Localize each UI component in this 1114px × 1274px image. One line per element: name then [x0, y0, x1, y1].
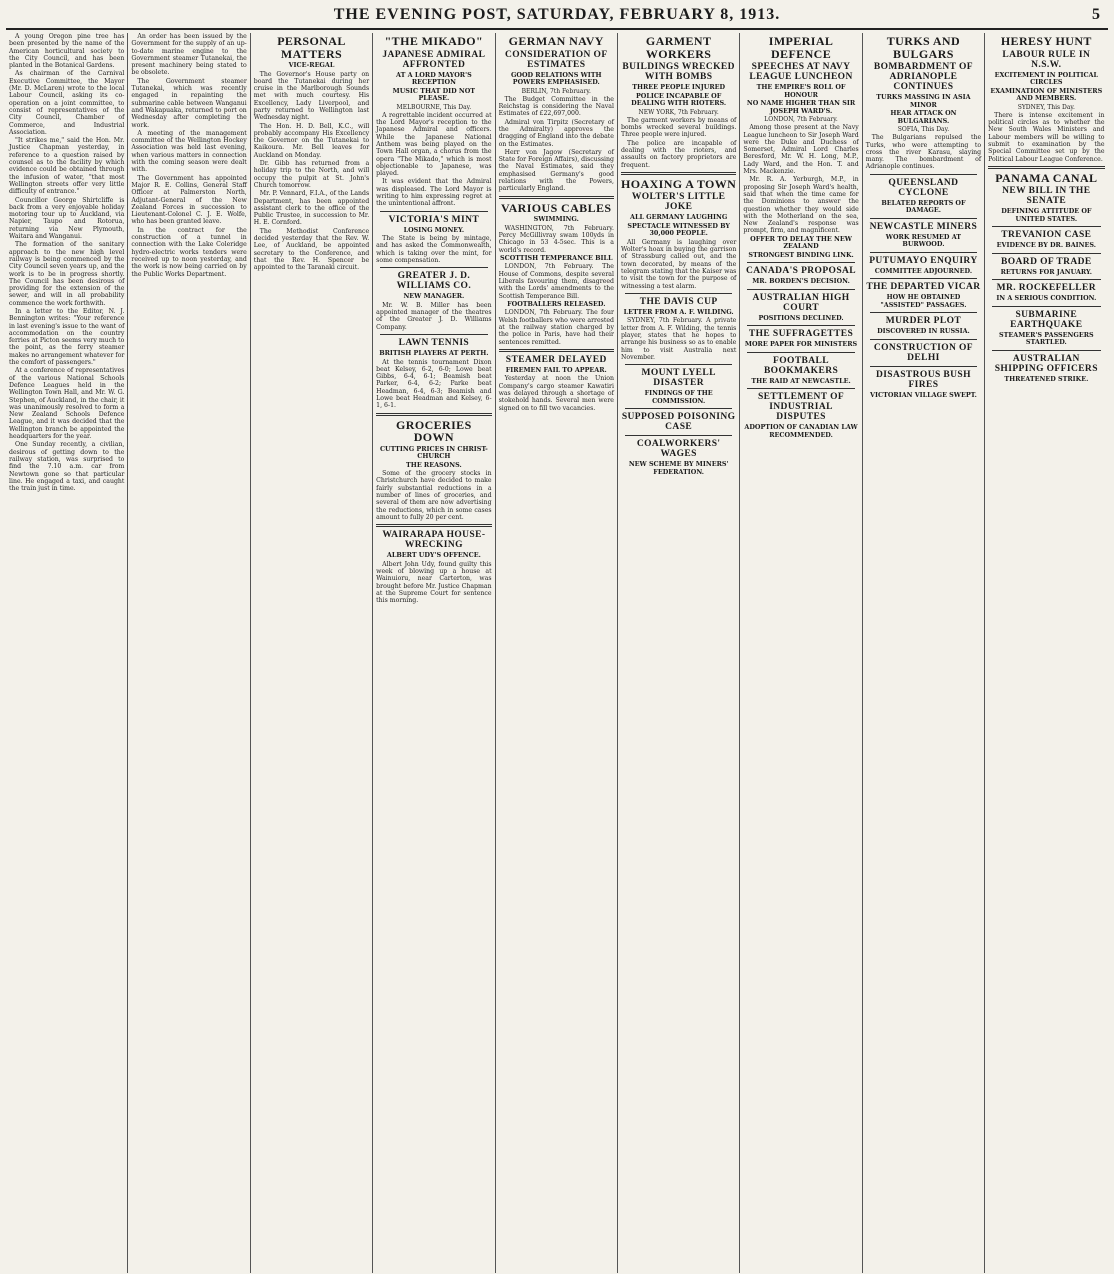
subheading: LETTER FROM A. F. WILDING. — [623, 307, 734, 316]
paragraph: It was evident that the Admiral was displeased. The Lord Mayor is writing to him expressing regret at the unintentional affront. — [376, 178, 492, 208]
paragraph: SYDNEY, 7th February. A private letter from A. F. Wilding, the tennis player, states that he hopes to arrange his business so as to enable him to visit Australia next November. — [620, 317, 737, 361]
section-heading: NEWCASTLE MINERS — [869, 221, 978, 232]
paragraph: As chairman of the Carnival Executive Committee, the Mayor (Mr. D. McLaren) wrote to the local Labour Council, asking its co-operation on a joint committee, to consist of representatives of the City Council, Chamber of Commerce, and Industrial Association. — [9, 70, 125, 136]
subheading: CUTTING PRICES IN CHRIST-CHURCH — [379, 444, 488, 461]
column-3 — [251, 33, 373, 1273]
divider — [992, 226, 1100, 227]
subheading: MR. BORDEN'S DECISION. — [752, 277, 850, 286]
column-9 — [985, 33, 1107, 1273]
paragraph: Among those present at the Navy League luncheon to Sir Joseph Ward were the Duke and Duchess of Somerset, Admiral Lord Charles Beresford, Mr. W. H. Long, M.P., Lady Ward, and the Hon. T. and Mrs. Mackenzie. — [743, 124, 859, 176]
subheading: HEAR ATTACK ON BULGARIANS. — [890, 109, 957, 125]
section-heading: FOOTBALL BOOKMAKERS — [763, 355, 839, 376]
paragraph: At the tennis tournament Dixon beat Kelsey, 6-2, 6-0; Lowe beat Gibbs, 6-4, 6-1; Beamish beat Parker, 6-4, 6-2; Parke beat Headman, 6-4, 6-3; Beamish and Lowe beat Headman and Kelsey, 6-1, 6-1. — [376, 358, 492, 410]
divider — [376, 524, 491, 527]
divider — [870, 366, 977, 367]
section-heading: DISASTROUS BUSH FIRES — [875, 369, 971, 390]
subheading: DISCOVERED IN RUSSIA. — [877, 327, 970, 336]
column-5 — [496, 33, 618, 1273]
section-heading: GREATER J. D. WILLIAMS CO. — [396, 271, 472, 292]
section-heading: SETTLEMENT OF INDUSTRIAL DISPUTES — [758, 392, 845, 423]
page-number: 5 — [1092, 6, 1100, 23]
column-1 — [6, 33, 128, 1273]
subheading: ADOPTION OF CANADIAN LAW RECOMMENDED. — [744, 423, 858, 439]
subheading: POLICE INCAPABLE OF DEALING WITH RIOTERS. — [631, 91, 727, 107]
subheading: THREE PEOPLE INJURED — [632, 83, 726, 91]
subheading: BELATED REPORTS OF DAMAGE. — [881, 198, 966, 215]
subheading: HOW HE OBTAINED "ASSISTED" PASSAGES. — [880, 293, 967, 309]
paragraph: Some of the grocery stocks in Christchurch have decided to make fairly substantial reductions in a number of lines of groceries, and several of them are now advertising the reductions, which in some cases amount to fully 20 per cent. — [376, 470, 492, 521]
section-heading: BOARD OF TRADE — [1001, 256, 1092, 267]
paragraph: Councillor George Shirtcliffe is back from a very enjoyable holiday motoring tour up to Auckland, via Napier, Taupo and Rotorua, returning via New Plymouth, Waitara and Wanganui. — [9, 196, 125, 241]
paragraph: In a letter to the Editor, N. J. Bennington writes: "Your reference in last evening's issue to the want of accommodation on the country ferries at Picton seems very much to the point, as the ferry steamer makes no arrangement whatever for the comfort of passengers." — [9, 307, 125, 367]
section-heading: TURKS AND BULGARS — [886, 34, 961, 61]
subheading: SCOTTISH TEMPERANCE BILL — [500, 253, 613, 262]
section-heading: MR. ROCKEFELLER — [996, 283, 1097, 294]
divider — [380, 334, 487, 335]
paragraph: All Germany is laughing over Wolter's hoax in buying the garrison of Strassburg called out, and the town decorated, by means of the telegram stating that the Kaiser was to visit the town for the purpose of witnessing a test alarm. — [620, 238, 737, 290]
divider — [747, 388, 854, 389]
divider — [870, 312, 977, 313]
divider — [625, 435, 732, 436]
subheading: NEW SCHEME BY MINERS' FEDERATION. — [628, 460, 729, 476]
paragraph: A meeting of the management committee of the Wellington Hockey Association was held last evening, when various matters in connection with the coming season were dealt with. — [131, 129, 247, 174]
section-heading: PANAMA CANAL — [995, 170, 1098, 185]
subheading: VICE-REGAL — [288, 61, 335, 69]
subheading: THE RAID AT NEWCASTLE. — [751, 376, 851, 385]
divider — [499, 196, 614, 199]
paragraph: WASHINGTON, 7th February. Percy McGillivray swam 100yds in Chicago in 53 4-5sec. This is a world's record. — [498, 224, 614, 254]
subheading: TURKS MASSING IN ASIA MINOR — [876, 93, 971, 109]
subheading: SPECTACLE WITNESSED BY 30,000 PEOPLE. — [627, 221, 730, 238]
section-heading: HOAXING A TOWN — [621, 176, 737, 191]
section-heading: IMPERIAL DEFENCE — [768, 34, 834, 61]
divider — [625, 293, 732, 294]
subheading: VICTORIAN VILLAGE SWEPT. — [870, 390, 977, 399]
section-heading: BUILDINGS WRECKED WITH BOMBS — [622, 62, 735, 82]
subheading: THREATENED STRIKE. — [1004, 374, 1089, 383]
subheading: AT A LORD MAYOR'S RECEPTION — [396, 70, 472, 86]
paragraph: At a conference of representatives of the various National Schools Defence Leagues held in the Wellington Town Hall, and Mr. W. G. Stephen, of Auckland, in the chair, it was unanimously resolved to form a New Zealand Schools Defence League, and it was decided that the Wellington branch be appointed the headquarters for the year. — [9, 367, 125, 441]
subheading: EXAMINATION OF MINISTERS AND MEMBERS. — [990, 86, 1103, 102]
subheading: LOSING MONEY. — [403, 225, 465, 234]
section-heading: THE DAVIS CUP — [639, 296, 718, 307]
section-heading: VICTORIA'S MINT — [388, 214, 480, 225]
subheading: GOOD RELATIONS WITH POWERS EMPHASISED. — [510, 70, 602, 86]
section-heading: SPEECHES AT NAVY LEAGUE LUNCHEON — [749, 62, 853, 82]
dateline: NEW YORK, 7th February. — [638, 108, 719, 116]
divider — [992, 306, 1100, 307]
column-4 — [373, 33, 495, 1273]
subheading: OFFER TO DELAY THE NEW ZEALAND — [750, 234, 852, 251]
subheading: ALL GERMANY LAUGHING — [630, 213, 728, 222]
paragraph: Albert John Udy, found guilty this week of blowing up a house at Wainuioru, near Carterton, was brought before Mr. Justice Chapman at the Supreme Court for sentence this morning. — [376, 560, 492, 605]
section-heading: NEW BILL IN THE SENATE — [1002, 186, 1091, 207]
paragraph: The Government has appointed Major R. E. Collins, General Staff Officer at Palmerston North, Adjutant-General of the New Zealand Forces in succession to Lieutenant-Colonel C. J. E. Wolfe, who has been granted leave. — [131, 174, 247, 226]
divider — [621, 172, 736, 175]
paragraph: Dr. Gibb has returned from a holiday trip to the North, and will occupy the pulpit at St. John's Church tomorrow. — [253, 160, 370, 189]
paragraph: Admiral von Tirpitz (Secretary of the Admiralty) approves the dragging of England into the debate on the Estimates. — [498, 118, 614, 148]
divider — [747, 262, 854, 263]
divider — [380, 267, 487, 268]
section-heading: THE SUFFRAGETTES — [748, 329, 854, 340]
divider — [380, 211, 487, 212]
subheading: THE EMPIRE'S ROLL OF HONOUR — [756, 83, 846, 99]
subheading: FOOTBALLERS RELEASED. — [507, 299, 606, 308]
section-heading: PERSONAL MATTERS — [277, 34, 346, 61]
divider — [870, 174, 977, 175]
section-heading: QUEENSLAND CYCLONE — [888, 177, 959, 198]
section-heading: GROCERIES DOWN — [396, 417, 472, 445]
subheading: ALBERT UDY'S OFFENCE. — [386, 551, 481, 560]
section-heading: COALWORKERS' WAGES — [636, 439, 721, 460]
paragraph: The police are incapable of dealing with the rioters, and assaults on factory proprietors are frequent. — [620, 139, 737, 169]
divider — [499, 349, 614, 352]
paragraph: LONDON, 7th February. The House of Commons, despite several Liberals favouring them, disagreed with the Lords' amendments to the Scottish Temperance Bill. — [498, 263, 614, 300]
masthead-title: THE EVENING POST, SATURDAY, FEBRUARY 8, 1913. — [333, 6, 781, 23]
paragraph: There is intense excitement in political circles as to whether the New South Wales Ministers and Labour members will be willing to submit to examination by the Special Committee set up by the Political Labour League Conference. — [988, 111, 1105, 163]
paragraph: The Government steamer Tutanekai, which was recently engaged in repainting the submarine cable between Wanganui and Wakapuaka, returned to port on Wednesday after completing the work. — [131, 77, 247, 129]
divider — [747, 352, 854, 353]
paragraph: One Sunday recently, a civilian, desirous of getting down to the railway station, was surprised to find the 7.10 a.m. car from Newtown gone so that particular line. He engaged a taxi, and caught the train just in time. — [9, 441, 125, 493]
subheading: FINDINGS OF THE COMMISSION. — [644, 389, 713, 405]
section-heading: AUSTRALIAN SHIPPING OFFICERS — [994, 353, 1098, 374]
section-heading: PUTUMAYO ENQUIRY — [869, 255, 978, 266]
column-2 — [128, 33, 250, 1273]
section-heading: STEAMER DELAYED — [505, 354, 607, 365]
paragraph: A regrettable incident occurred at the Lord Mayor's reception to the Japanese Admiral and officers. While the Japanese National Anthem was being played on the Town Hall organ, a chorus from the opera "The Mikado," which is most objectionable to Japanese, was played. — [376, 111, 492, 178]
paragraph: The Methodist Conference decided yesterday that the Rev. W. Lee, of Auckland, be appointed secretary to the Conference, and that the Rev. H. Spencer be appointed to the Taranaki circuit. — [253, 227, 370, 272]
divider — [992, 350, 1100, 351]
masthead — [6, 6, 1108, 30]
subheading: BRITISH PLAYERS AT PERTH. — [379, 349, 489, 358]
subheading: MUSIC THAT DID NOT PLEASE. — [392, 86, 476, 102]
paragraph: The State is being by mintage, and has asked the Commonwealth, which is taking over the mint, for some compensation. — [376, 235, 492, 265]
dateline: MELBOURNE, This Day. — [396, 103, 472, 111]
paragraph: The Budget Committee in the Reichstag is considering the Naval Estimates of £22,697,000. — [498, 95, 614, 118]
dateline: LONDON, 7th February. — [764, 116, 838, 123]
subheading: NO NAME HIGHER THAN SIR JOSEPH WARD'S. — [746, 99, 856, 115]
section-heading: THE DEPARTED VICAR — [866, 282, 981, 293]
paragraph: The formation of the sanitary approach to the new high level railway is being commenced by the City Council seven years up, and the work is to be in progress shortly. The Council has been desirous of providing for the extension of the sewer, and will in all probability commence the work forthwith. — [9, 241, 125, 307]
section-heading: JAPANESE ADMIRAL AFFRONTED — [382, 49, 486, 70]
subheading: NEW MANAGER. — [403, 292, 465, 301]
paragraph: Mr. W. B. Miller has been appointed manager of the theatres of the Greater J. D. Williams Company. — [376, 301, 492, 331]
subheading: STRONGEST BINDING LINK. — [748, 250, 854, 259]
divider — [376, 413, 491, 416]
paragraph: The Governor's House party on board the Tutanekai during her cruise in the Marlborough Sounds met with much courtesy. His Excellency, Lady Liverpool, and party returned to Wellington last Wednesday night. — [253, 70, 370, 122]
section-heading: AUSTRALIAN HIGH COURT — [752, 292, 850, 313]
dateline: BERLIN, 7th February. — [521, 87, 591, 95]
section-heading: GERMAN NAVY — [508, 34, 604, 48]
divider — [625, 408, 732, 409]
section-heading: CANADA'S PROPOSAL — [746, 266, 857, 277]
section-heading: SUBMARINE EARTHQUAKE — [1010, 309, 1083, 330]
section-heading: CONSIDERATION OF ESTIMATES — [504, 49, 608, 70]
subheading: POSITIONS DECLINED. — [758, 313, 844, 322]
subheading: MORE PAPER FOR MINISTERS — [744, 340, 858, 349]
divider — [870, 278, 977, 279]
paragraph: Mr. P. Vennard, F.I.A., of the Lands Department, has been appointed assistant clerk to the office of the Public Trustee, in succession to Mr. H. E. Cornford. — [253, 190, 370, 227]
section-heading: MURDER PLOT — [885, 316, 962, 327]
paragraph: Yesterday at noon the Union Company's cargo steamer Kawatiri was delayed through a shortage of stokehold hands. Several men were signed on to fill two vacancies. — [498, 375, 614, 412]
paragraph: Mr. R. A. Yerburgh, M.P., in proposing Sir Joseph Ward's health, said that when the time came for the Dominions to answer the question whether they would side with the Motherland on the sea, New Zealand's response was prompt, firm, and magnificent. — [743, 176, 859, 235]
section-heading: LABOUR RULE IN N.S.W. — [1002, 49, 1091, 70]
subheading: DEFINING ATTITUDE OF UNITED STATES. — [1001, 207, 1092, 223]
subheading: COMMITTEE ADJOURNED. — [874, 266, 973, 275]
section-heading: CONSTRUCTION OF DELHI — [873, 342, 974, 363]
divider — [747, 325, 854, 326]
subheading: EXCITEMENT IN POLITICAL CIRCLES — [994, 70, 1099, 86]
section-heading: SUPPOSED POISONING CASE — [621, 412, 736, 433]
section-heading: BOMBARDMENT OF ADRIANOPLE CONTINUES — [873, 62, 973, 92]
paragraph: Herr von Jagow (Secretary of State for Foreign Affairs), discussing the Naval Estimates, said they emphasised Germany's good relations with the Powers, particularly England. — [498, 148, 614, 193]
column-6 — [618, 33, 740, 1273]
subheading: FIREMEN FAIL TO APPEAR. — [505, 365, 607, 374]
paragraph: "It strikes me," said the Hon. Mr. Justice Chapman yesterday, in reference to a question raised by counsel as to the facility by which evidence could be obtained through the infusion of water, "that most Wellington streets offer very little difficulty of entrance." — [9, 137, 125, 196]
section-heading: HERESY HUNT — [1000, 34, 1092, 48]
section-heading: WOLTER'S LITTLE JOKE — [631, 192, 726, 213]
section-heading: WAIRARAPA HOUSE-WRECKING — [382, 530, 486, 551]
divider — [992, 253, 1100, 254]
dateline: SOFIA, This Day. — [897, 126, 950, 133]
divider — [870, 218, 977, 219]
divider — [988, 166, 1104, 169]
dateline: SYDNEY, This Day. — [1017, 103, 1075, 111]
divider — [747, 289, 854, 290]
divider — [992, 279, 1100, 280]
divider — [870, 339, 977, 340]
paragraph: The Hon. H. D. Bell, K.C., will probably accompany His Excellency the Governor on the Tutanekai to Kaikoura. Mr. Bell leaves for Auckland on Monday. — [253, 122, 370, 159]
section-heading: LAWN TENNIS — [398, 338, 470, 349]
subheading: IN A SERIOUS CONDITION. — [996, 294, 1097, 303]
section-heading: VARIOUS CABLES — [501, 200, 612, 215]
column-8 — [863, 33, 985, 1273]
section-heading: GARMENT WORKERS — [645, 34, 712, 61]
divider — [625, 364, 732, 365]
section-heading: MOUNT LYELL DISASTER — [641, 368, 716, 389]
paragraph: The Bulgarians repulsed the Turks, who were attempting to cross the river Karasu, slaying many. The bombardment of Adrianople continues. — [865, 134, 982, 171]
section-heading: TREVANION CASE — [1001, 230, 1092, 241]
subheading: WORK RESUMED AT BURWOOD. — [885, 232, 962, 249]
paragraph: LONDON, 7th February. The four Welsh footballers who were arrested at the railway station charged by the police in Paris, have had their sentences remitted. — [498, 309, 614, 346]
divider — [870, 252, 977, 253]
subheading: STEAMER'S PASSENGERS STARTLED. — [999, 330, 1094, 347]
section-heading: "THE MIKADO" — [384, 34, 484, 48]
paragraph: A young Oregon pine tree has been presented by the name of the American horticultural society to the City Council, and has been planted in the Botanical Gardens. — [9, 33, 125, 70]
columns — [6, 33, 1108, 1273]
subheading: RETURNS FOR JANUARY. — [1000, 267, 1093, 276]
paragraph: In the contract for the construction of a tunnel in connection with the Lake Coleridge hydro-electric works tenders were received up to noon yesterday, and the work is now being carried on by the Public Works Department. — [131, 226, 247, 278]
subheading: EVIDENCE BY DR. BAINES. — [996, 241, 1096, 250]
paragraph: The garment workers by means of bombs wrecked several buildings. Three people were injured. — [620, 116, 737, 139]
subheading: SWIMMING. — [533, 215, 579, 224]
paragraph: An order has been issued by the Government for the supply of an up-to-date marine engine to the Government steamer Tutanekai, the present machinery being stated to be obsolete. — [131, 33, 247, 77]
column-7 — [740, 33, 862, 1273]
subheading: THE REASONS. — [406, 460, 462, 469]
